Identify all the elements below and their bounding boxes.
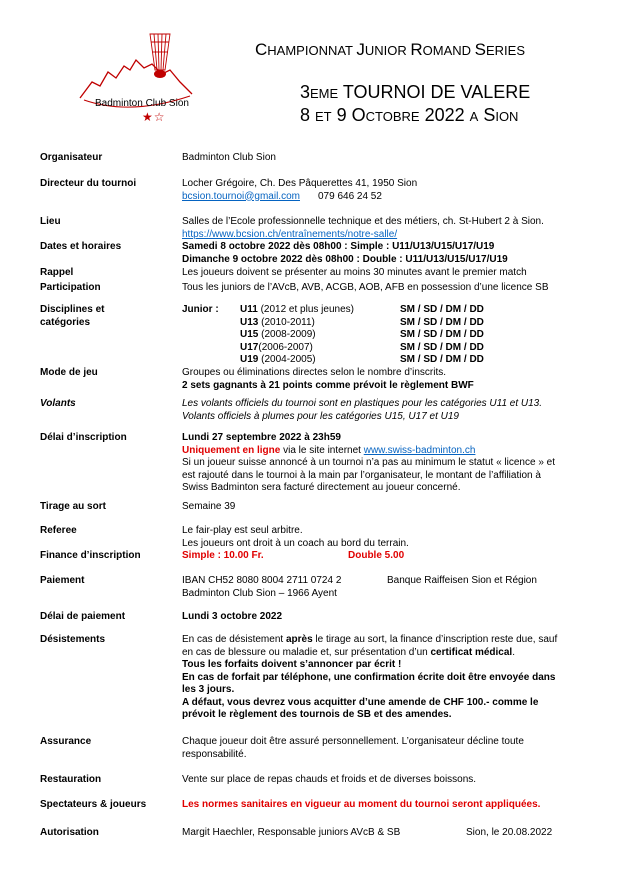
- label-paiement: Paiement: [40, 575, 85, 586]
- categories-table: [182, 304, 612, 367]
- lieu-address: Salles de l’Ecole professionnelle technique et des métiers, ch. St-Hubert 2 à Sion.: [182, 216, 544, 227]
- shuttlecock-mountain-logo-icon: [70, 30, 200, 130]
- category-row: Junior : U11 (2012 et plus jeunes) SM / SD / DM / DD: [182, 304, 484, 315]
- value-participation: Tous les juniors de l’AVcB, AVB, ACGB, AOB, AFB en possession d’une licence SB: [182, 282, 549, 293]
- paiement-bank: Banque Raiffeisen Sion et Région: [387, 575, 537, 586]
- volants-line1: Les volants officiels du tournoi sont en plastiques pour les catégories U11 et U13.: [182, 398, 543, 409]
- label-mode: Mode de jeu: [40, 367, 98, 378]
- swiss-badminton-link[interactable]: www.swiss-badminton.ch: [363, 444, 476, 456]
- label-delai-inscription: Délai d’inscription: [40, 432, 127, 443]
- paiement-iban: IBAN CH52 8080 8004 2711 0724 2: [182, 575, 342, 586]
- stars-icon: ★☆: [142, 110, 166, 124]
- dates-sunday: Dimanche 9 octobre 2022 dès 08h00 : Double : U11/U13/U15/U17/U19: [182, 253, 508, 265]
- label-rappel: Rappel: [40, 267, 74, 278]
- label-desistements: Désistements: [40, 634, 106, 645]
- label-participation: Participation: [40, 282, 101, 293]
- lieu-link[interactable]: https://www.bcsion.ch/entraînements/notre-salle/: [182, 228, 398, 240]
- directeur-address: Locher Grégoire, Ch. Des Pâquerettes 41, 1950 Sion: [182, 178, 418, 189]
- value-rappel: Les joueurs doivent se présenter au moins 30 minutes avant le premier match: [182, 267, 527, 278]
- category-row: U15 (2008-2009) SM / SD / DM / DD: [240, 329, 484, 340]
- value-delai-paiement: Lundi 3 octobre 2022: [182, 611, 283, 622]
- delai-date: Lundi 27 septembre 2022 à 23h59: [182, 432, 341, 443]
- delai-online: Uniquement en ligne: [182, 444, 281, 456]
- directeur-email-link[interactable]: bcsion.tournoi@gmail.com: [182, 190, 300, 202]
- volants-line2: Volants officiels à plumes pour les catégories U15, U17 et U19: [182, 410, 459, 422]
- category-row: U17(2006-2007) SM / SD / DM / DD: [240, 341, 484, 353]
- value-restauration: Vente sur place de repas chauds et froids et de diverses boissons.: [182, 774, 477, 785]
- label-categories: catégories: [40, 316, 91, 328]
- logo-club-name: Badminton Club Sion: [95, 98, 189, 109]
- mode-line1: Groupes ou éliminations directes selon le nombre d’inscrits.: [182, 367, 447, 378]
- value-tirage: Semaine 39: [182, 501, 236, 512]
- label-autorisation: Autorisation: [40, 827, 99, 838]
- label-restauration: Restauration: [40, 774, 102, 785]
- label-dates: Dates et horaires: [40, 241, 122, 252]
- label-lieu: Lieu: [40, 216, 61, 227]
- label-assurance: Assurance: [40, 736, 92, 747]
- paiement-beneficiary: Badminton Club Sion – 1966 Ayent: [182, 587, 337, 599]
- directeur-phone: 079 646 24 52: [317, 190, 382, 202]
- title-dates: 8 ET 9 OCTOBRE 2022 A SION: [300, 105, 519, 125]
- title-championship: CHAMPIONNAT JUNIOR ROMAND SERIES: [255, 40, 526, 59]
- label-referee: Referee: [40, 525, 77, 536]
- finance-simple: Simple : 10.00 Fr.: [182, 550, 264, 561]
- label-spectateurs: Spectateurs & joueurs: [40, 799, 147, 810]
- label-tirage: Tirage au sort: [40, 501, 106, 512]
- label-directeur: Directeur du tournoi: [40, 178, 137, 189]
- value-spectateurs: Les normes sanitaires en vigueur au moment du tournoi seront appliquées.: [182, 799, 541, 810]
- value-organisateur: Badminton Club Sion: [182, 152, 276, 163]
- label-delai-paiement: Délai de paiement: [40, 611, 126, 622]
- label-volants: Volants: [40, 398, 76, 409]
- label-organisateur: Organisateur: [40, 152, 103, 163]
- junior-label: Junior :: [182, 304, 219, 315]
- autorisation-place-date: Sion, le 20.08.2022: [466, 827, 553, 838]
- label-finance: Finance d’inscription: [40, 550, 141, 561]
- category-row: U19 (2004-2005) SM / SD / DM / DD: [240, 354, 484, 365]
- club-logo: [70, 30, 200, 130]
- title-tournament: 3EME TOURNOI DE VALERE: [300, 82, 531, 102]
- finance-double: Double 5.00: [348, 550, 405, 561]
- category-row: U13 (2010-2011) SM / SD / DM / DD: [240, 316, 484, 328]
- label-disciplines: Disciplines et: [40, 304, 105, 315]
- mode-line2: 2 sets gagnants à 21 points comme prévoit le règlement BWF: [182, 379, 474, 391]
- dates-saturday: Samedi 8 octobre 2022 dès 08h00 : Simple : U11/U13/U15/U17/U19: [182, 241, 495, 252]
- autorisation-person: Margit Haechler, Responsable juniors AVcB & SB: [182, 827, 401, 838]
